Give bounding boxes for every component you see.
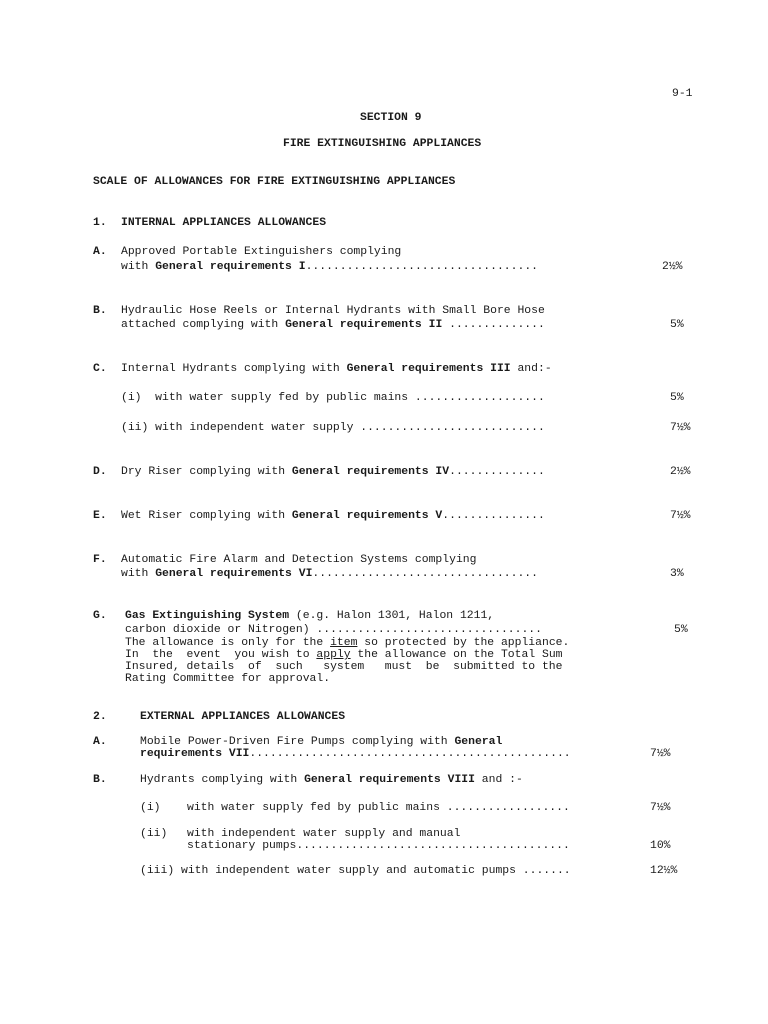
- item-f-line1: Automatic Fire Alarm and Detection Systems complying: [121, 554, 477, 566]
- scale-heading: SCALE OF ALLOWANCES FOR FIRE EXTINGUISHING APPLIANCES: [93, 176, 456, 188]
- item-e-percentage: 7½%: [670, 510, 691, 522]
- item-c-sub-ii: (ii) with independent water supply ...........................: [121, 422, 545, 434]
- internal-number: 1.: [93, 217, 107, 229]
- item-c-sub-i: (i) with water supply fed by public mains ...................: [121, 392, 545, 404]
- ext-item-b-sub-ii-percentage: 10%: [650, 840, 671, 852]
- item-g-note-line2: In the event you wish to apply the allowance on the Total Sum: [125, 649, 563, 661]
- item-f-letter: F.: [93, 554, 107, 566]
- item-f-percentage: 3%: [670, 568, 684, 580]
- ext-item-b-sub-iii: (iii) with independent water supply and automatic pumps .......: [140, 865, 571, 877]
- internal-heading: INTERNAL APPLIANCES ALLOWANCES: [121, 217, 327, 229]
- ext-item-b-sub-i-number: (i): [140, 802, 161, 814]
- external-heading: EXTERNAL APPLIANCES ALLOWANCES: [140, 711, 346, 723]
- ext-item-b-sub-ii-line2: stationary pumps........................................: [187, 840, 570, 852]
- item-a-percentage: 2½%: [662, 261, 683, 273]
- item-b-letter: B.: [93, 305, 107, 317]
- item-g-line1: Gas Extinguishing System (e.g. Halon 1301, Halon 1211,: [125, 610, 495, 622]
- item-c-sub-i-percentage: 5%: [670, 392, 684, 404]
- ext-item-b-sub-ii-line1: with independent water supply and manual: [187, 828, 461, 840]
- item-c-letter: C.: [93, 363, 107, 375]
- item-c-sub-ii-percentage: 7½%: [670, 422, 691, 434]
- ext-item-a-percentage: 7½%: [650, 748, 671, 760]
- item-b-line2: attached complying with General requirements II ..............: [121, 319, 545, 331]
- item-g-note-line4: Rating Committee for approval.: [125, 673, 331, 685]
- page-number: 9-1: [672, 88, 693, 100]
- item-a-line1: Approved Portable Extinguishers complying: [121, 246, 402, 258]
- ext-item-a-line2: requirements VII...............................................: [140, 748, 571, 760]
- item-d-letter: D.: [93, 466, 107, 478]
- item-a-line2: with General requirements I..................................: [121, 261, 538, 273]
- ext-item-b-sub-i: with water supply fed by public mains ..................: [187, 802, 570, 814]
- ext-item-a-line1: Mobile Power-Driven Fire Pumps complying with General: [140, 736, 503, 748]
- ext-item-a-letter: A.: [93, 736, 107, 748]
- item-b-percentage: 5%: [670, 319, 684, 331]
- item-e-letter: E.: [93, 510, 107, 522]
- ext-item-b-line1: Hydrants complying with General requirements VIII and :-: [140, 774, 523, 786]
- item-g-note-line3: Insured, details of such system must be submitted to the: [125, 661, 563, 673]
- item-d-line: Dry Riser complying with General requirements IV..............: [121, 466, 545, 478]
- page-title: FIRE EXTINGUISHING APPLIANCES: [283, 138, 482, 150]
- item-g-line2: carbon dioxide or Nitrogen) .................................: [125, 624, 542, 636]
- external-number: 2.: [93, 711, 107, 723]
- item-d-percentage: 2½%: [670, 466, 691, 478]
- ext-item-b-sub-i-percentage: 7½%: [650, 802, 671, 814]
- ext-item-b-sub-ii-number: (ii): [140, 828, 168, 840]
- item-g-letter: G.: [93, 610, 107, 622]
- item-b-line1: Hydraulic Hose Reels or Internal Hydrants with Small Bore Hose: [121, 305, 545, 317]
- item-g-percentage: 5%: [674, 624, 688, 636]
- ext-item-b-sub-iii-percentage: 12½%: [650, 865, 678, 877]
- item-f-line2: with General requirements VI.................................: [121, 568, 538, 580]
- item-g-note-line1: The allowance is only for the item so protected by the appliance.: [125, 637, 570, 649]
- item-e-line: Wet Riser complying with General requirements V...............: [121, 510, 545, 522]
- section-label: SECTION 9: [360, 112, 422, 124]
- item-a-letter: A.: [93, 246, 107, 258]
- ext-item-b-letter: B.: [93, 774, 107, 786]
- item-c-line1: Internal Hydrants complying with General requirements III and:-: [121, 363, 552, 375]
